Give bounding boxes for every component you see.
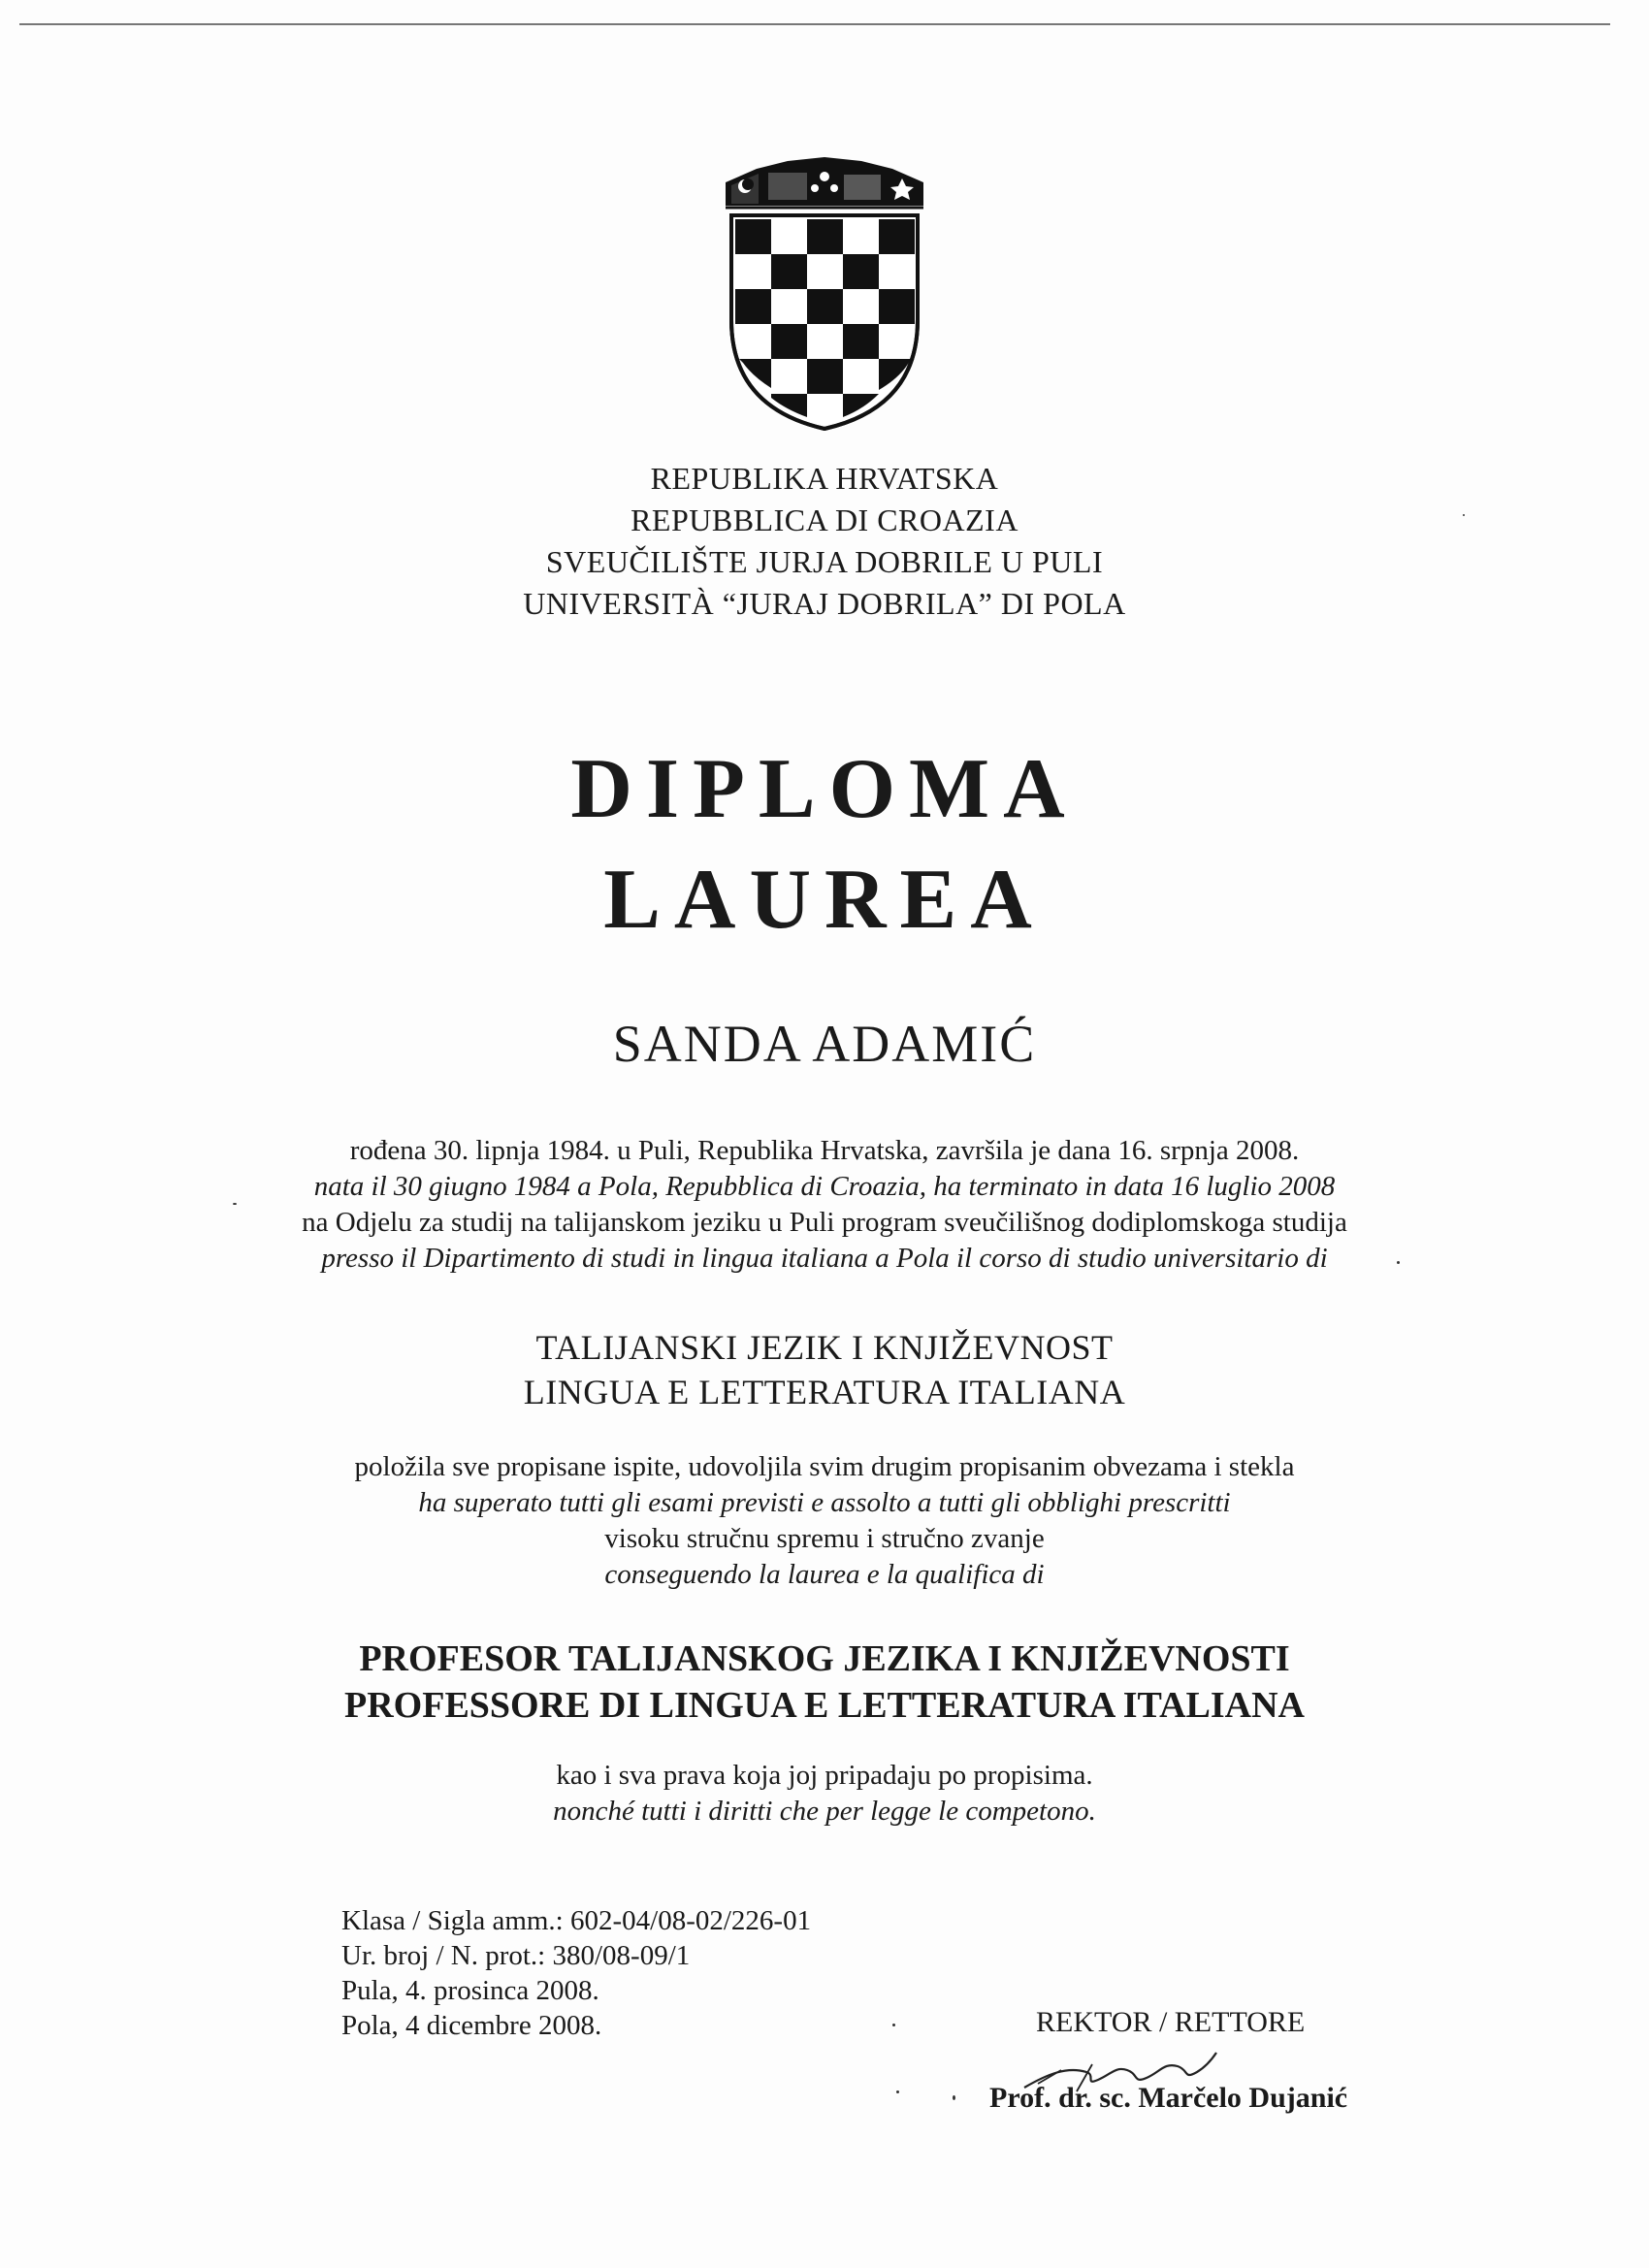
- scan-speck: [953, 2095, 955, 2100]
- coat-of-arms-icon: [718, 155, 931, 432]
- header-line-republic-hr: REPUBLIKA HRVATSKA: [650, 461, 999, 496]
- date-hr-line: Pula, 4. prosinca 2008.: [341, 1975, 599, 2006]
- urbroj-line: Ur. broj / N. prot.: 380/08-09/1: [341, 1940, 691, 1971]
- birth-it-line1: nata il 30 giugno 1984 a Pola, Repubblica di Croazia, ha terminato in data 16 luglio 2008: [313, 1171, 1336, 1202]
- scan-speck: [1397, 1261, 1400, 1264]
- program-block: [0, 1325, 1649, 1414]
- qualification-it: PROFESSORE DI LINGUA E LETTERATURA ITALIANA: [344, 1685, 1305, 1726]
- qualification-hr: PROFESOR TALIJANSKOG JEZIKA I KNJIŽEVNOSTI: [359, 1638, 1290, 1679]
- scan-speck: [233, 1203, 237, 1205]
- institution-header: [0, 458, 1649, 625]
- program-it: LINGUA E LETTERATURA ITALIANA: [523, 1373, 1126, 1411]
- title-diploma: DIPLOMA: [570, 742, 1079, 836]
- header-line-republic-it: REPUBBLICA DI CROAZIA: [630, 502, 1018, 537]
- program-hr: TALIJANSKI JEZIK I KNJIŽEVNOST: [535, 1328, 1114, 1367]
- rector-name: Prof. dr. sc. Marčelo Dujanić: [989, 2082, 1348, 2114]
- header-line-university-it: UNIVERSITÀ “JURAJ DOBRILA” DI POLA: [523, 586, 1126, 621]
- scan-speck: [892, 2024, 895, 2026]
- rights-paragraph: [0, 1758, 1649, 1830]
- exam-it-line1: ha superato tutti gli esami previsti e assolto a tutti gli obblighi prescritti: [418, 1487, 1231, 1518]
- birth-paragraph: [0, 1133, 1649, 1277]
- rights-hr: kao i sva prava koja joj pripadaju po propisima.: [556, 1760, 1093, 1791]
- rights-it: nonché tutti i diritti che per legge le competono.: [553, 1796, 1096, 1827]
- birth-it-line2: presso il Dipartimento di studi in lingua italiana a Pola il corso di studio universitario di: [321, 1243, 1328, 1274]
- exam-hr-line1: položila sve propisane ispite, udovoljila svim drugim propisanim obvezama i stekla: [354, 1451, 1295, 1482]
- header-line-university-hr: SVEUČILIŠTE JURJA DOBRILE U PULI: [545, 544, 1104, 579]
- exam-paragraph: [0, 1449, 1649, 1593]
- qualification-block: [0, 1636, 1649, 1729]
- exam-hr-line2: visoku stručnu spremu i stručno zvanje: [604, 1523, 1045, 1554]
- top-border-line: [19, 23, 1610, 25]
- klasa-line: Klasa / Sigla amm.: 602-04/08-02/226-01: [341, 1905, 812, 1936]
- scan-speck: [896, 2090, 899, 2093]
- scan-speck: [1463, 514, 1465, 516]
- title-laurea: LAUREA: [603, 853, 1046, 947]
- birth-hr-line1: rođena 30. lipnja 1984. u Puli, Republika Hrvatska, završila je dana 16. srpnja 2008.: [349, 1135, 1300, 1166]
- graduate-name: SANDA ADAMIĆ: [612, 1015, 1037, 1073]
- registry-info: [341, 1903, 811, 2043]
- exam-it-line2: conseguendo la laurea e la qualifica di: [604, 1559, 1045, 1590]
- date-it-line: Pola, 4 dicembre 2008.: [341, 2010, 602, 2041]
- birth-hr-line2: na Odjelu za studij na talijanskom jeziku u Puli program sveučilišnog dodiplomskoga studija: [302, 1207, 1347, 1238]
- rector-title: REKTOR / RETTORE: [1036, 2006, 1306, 2038]
